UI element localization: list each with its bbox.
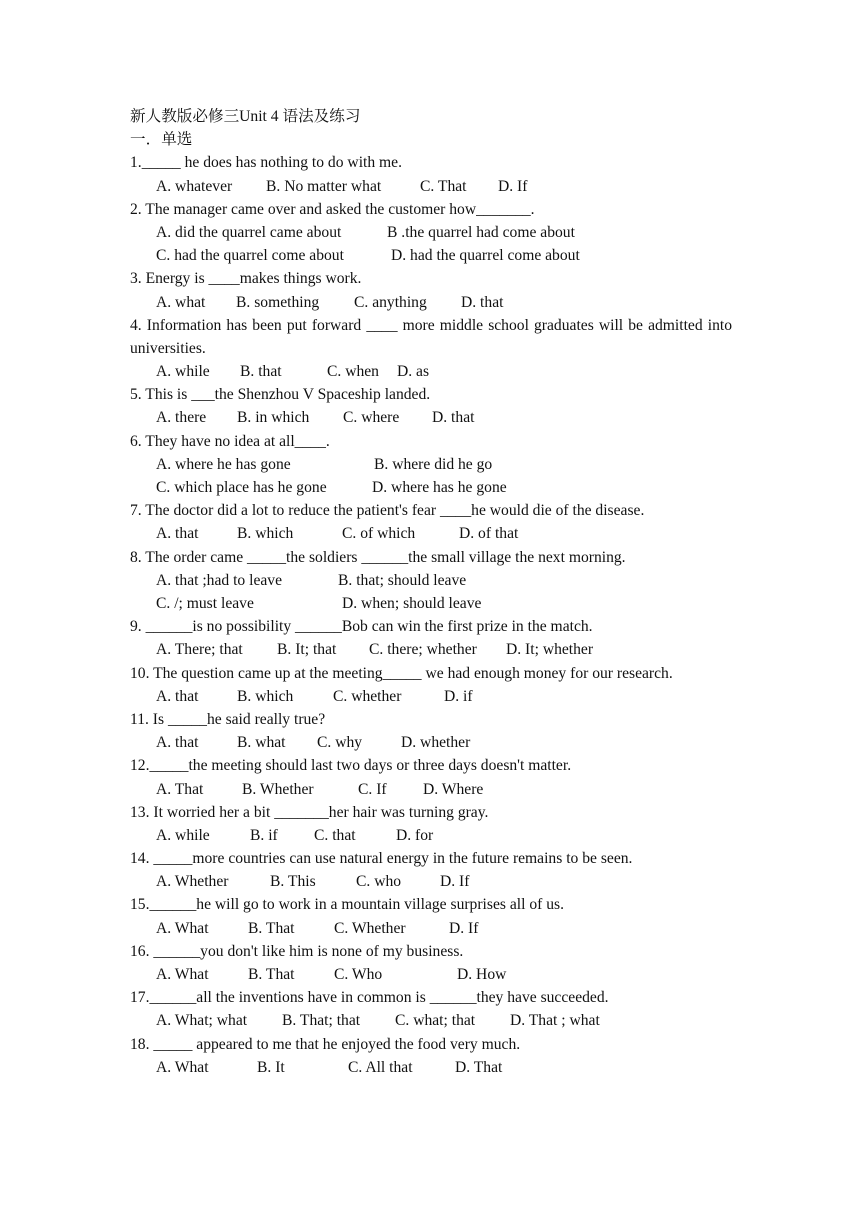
answer-option: C. when — [327, 363, 379, 381]
answer-option: B. something — [236, 293, 320, 311]
answer-option: A. What — [156, 919, 209, 937]
question-list — [130, 151, 732, 1079]
answer-option: D. It; whether — [506, 641, 594, 659]
answer-option: D. that — [461, 293, 504, 311]
answer-option: A. There; that — [156, 641, 243, 659]
answer-option: A. while — [156, 363, 210, 381]
question-stem: 5. This is ___the Shenzhou V Spaceship landed. — [130, 386, 431, 404]
question-stem: 14. _____more countries can use natural energy in the future remains to be seen. — [130, 850, 633, 868]
option-row — [130, 406, 732, 429]
answer-option: C. Who — [334, 966, 383, 983]
question-item — [130, 546, 732, 616]
answer-option: B. It; that — [277, 641, 337, 659]
question-item — [130, 940, 732, 986]
question-stem: 11. Is _____he said really true? — [130, 710, 326, 728]
answer-option: C. /; must leave — [156, 594, 254, 612]
answer-option: A. Whether — [156, 873, 229, 891]
answer-option: B. That — [248, 919, 295, 937]
option-row — [130, 476, 732, 499]
answer-option: D. Where — [423, 780, 484, 798]
question-stem: 12._____the meeting should last two days or three days doesn't matter. — [130, 757, 572, 775]
option-row — [130, 175, 732, 198]
option-row — [130, 221, 732, 244]
answer-option: A. What — [156, 966, 209, 983]
answer-option: A. there — [156, 409, 207, 427]
answer-option: D. How — [457, 966, 507, 983]
answer-option: D. when; should leave — [342, 594, 482, 612]
question-stem: 13. It worried her a bit _______her hair was turning gray. — [130, 803, 489, 821]
answer-option: B. if — [250, 826, 278, 844]
question-item — [130, 801, 732, 847]
answer-option: A. did the quarrel came about — [156, 223, 342, 241]
answer-option: A. whatever — [156, 177, 233, 195]
question-item — [130, 615, 732, 661]
answer-option: C. That — [420, 177, 467, 195]
document-title: 新人教版必修三Unit 4 语法及练习 — [130, 108, 361, 125]
answer-option: C. anything — [354, 293, 427, 311]
question-stem: 6. They have no idea at all____. — [130, 432, 330, 450]
option-row — [130, 291, 732, 314]
question-item — [130, 708, 732, 754]
question-item — [130, 383, 732, 429]
answer-option: D. where has he gone — [372, 479, 507, 497]
question-item — [130, 662, 732, 708]
answer-option: C. If — [358, 780, 387, 798]
answer-option: D. as — [397, 363, 430, 381]
question-stem: 3. Energy is ____makes things work. — [130, 270, 362, 288]
answer-option: B .the quarrel had come about — [387, 223, 575, 241]
option-row — [130, 1056, 732, 1079]
option-row — [130, 870, 732, 893]
answer-option: D. That — [455, 1058, 503, 1076]
answer-option: D. If — [498, 177, 528, 195]
answer-option: B. where did he go — [374, 455, 493, 473]
answer-option: A. while — [156, 826, 210, 844]
answer-option: B. Whether — [242, 780, 314, 798]
answer-option: A. where he has gone — [156, 455, 291, 473]
question-item — [130, 754, 732, 800]
answer-option: D. That ; what — [510, 1012, 600, 1030]
question-item — [130, 430, 732, 500]
answer-option: A. that ;had to leave — [156, 571, 283, 589]
worksheet-content — [130, 105, 732, 1079]
option-row — [130, 453, 732, 476]
answer-option: C. whether — [333, 687, 402, 705]
answer-option: B. No matter what — [266, 177, 382, 195]
question-stem: 16. ______you don't like him is none of my business. — [130, 942, 464, 960]
answer-option: C. what; that — [395, 1012, 476, 1030]
answer-option: B. That; that — [282, 1012, 361, 1030]
option-row — [130, 917, 732, 940]
answer-option: B. which — [237, 687, 294, 705]
answer-option: A. that — [156, 734, 199, 752]
answer-option: C. All that — [348, 1058, 413, 1076]
answer-option: B. in which — [237, 409, 310, 427]
option-row — [130, 778, 732, 801]
question-stem: 1._____ he does has nothing to do with me. — [130, 154, 402, 172]
section-heading: 一．单选 — [130, 131, 193, 149]
question-item — [130, 986, 732, 1032]
question-stem: 18. _____ appeared to me that he enjoyed the food very much. — [130, 1035, 521, 1053]
question-stem: 17.______all the inventions have in common is ______they have succeeded. — [130, 989, 609, 1007]
option-row — [130, 244, 732, 267]
answer-option: D. If — [440, 873, 470, 891]
question-stem: 15.______he will go to work in a mountain village surprises all of us. — [130, 896, 564, 914]
option-row — [130, 569, 732, 592]
question-item — [130, 499, 732, 545]
answer-option: A. What — [156, 1058, 209, 1076]
answer-option: D. that — [432, 409, 475, 427]
answer-option: D. of that — [459, 525, 519, 543]
answer-option: B. that; should leave — [338, 571, 467, 589]
question-stem: 8. The order came _____the soldiers ______the small village the next morning. — [130, 548, 626, 566]
answer-option: A. that — [156, 525, 199, 543]
answer-option: D. If — [449, 919, 479, 937]
answer-option: A. what — [156, 293, 206, 311]
question-item — [130, 198, 732, 268]
question-stem: 7. The doctor did a lot to reduce the patient's fear ____he would die of the disease. — [130, 502, 645, 520]
answer-option: A. What; what — [156, 1012, 248, 1030]
option-row — [130, 1009, 732, 1032]
answer-option: B. That — [248, 966, 295, 983]
question-item — [130, 1033, 732, 1079]
question-item — [130, 314, 732, 384]
answer-option: C. had the quarrel come about — [156, 247, 344, 265]
option-row — [130, 592, 732, 615]
question-item — [130, 893, 732, 939]
answer-option: C. Whether — [334, 919, 406, 937]
option-row — [130, 638, 732, 661]
answer-option: D. whether — [401, 734, 471, 752]
question-item — [130, 151, 732, 197]
answer-option: C. that — [314, 826, 356, 844]
answer-option: C. who — [356, 873, 402, 891]
answer-option: D. had the quarrel come about — [391, 247, 580, 265]
answer-option: C. there; whether — [369, 641, 477, 659]
option-row — [130, 522, 732, 545]
question-stem: 2. The manager came over and asked the customer how_______. — [130, 200, 535, 218]
question-stem: 4. Information has been put forward ____ more middle school graduates will be admitted into universities. — [130, 316, 732, 357]
option-row — [130, 963, 732, 986]
answer-option: B. that — [240, 363, 282, 381]
option-row — [130, 685, 732, 708]
answer-option: B. It — [257, 1058, 285, 1076]
answer-option: B. what — [237, 734, 286, 752]
answer-option: C. why — [317, 734, 363, 752]
answer-option: B. This — [270, 873, 316, 891]
answer-option: D. for — [396, 826, 434, 844]
answer-option: C. of which — [342, 525, 416, 543]
answer-option: C. which place has he gone — [156, 479, 327, 497]
question-stem: 9. ______is no possibility ______Bob can win the first prize in the match. — [130, 618, 593, 636]
answer-option: D. if — [444, 687, 473, 705]
answer-option: A. That — [156, 780, 204, 798]
question-item — [130, 847, 732, 893]
answer-option: C. where — [343, 409, 400, 427]
option-row — [130, 360, 732, 383]
question-item — [130, 267, 732, 313]
answer-option: A. that — [156, 687, 199, 705]
option-row — [130, 824, 732, 847]
answer-option: B. which — [237, 525, 294, 543]
option-row — [130, 731, 732, 754]
question-stem: 10. The question came up at the meeting_____ we had enough money for our research. — [130, 664, 673, 682]
